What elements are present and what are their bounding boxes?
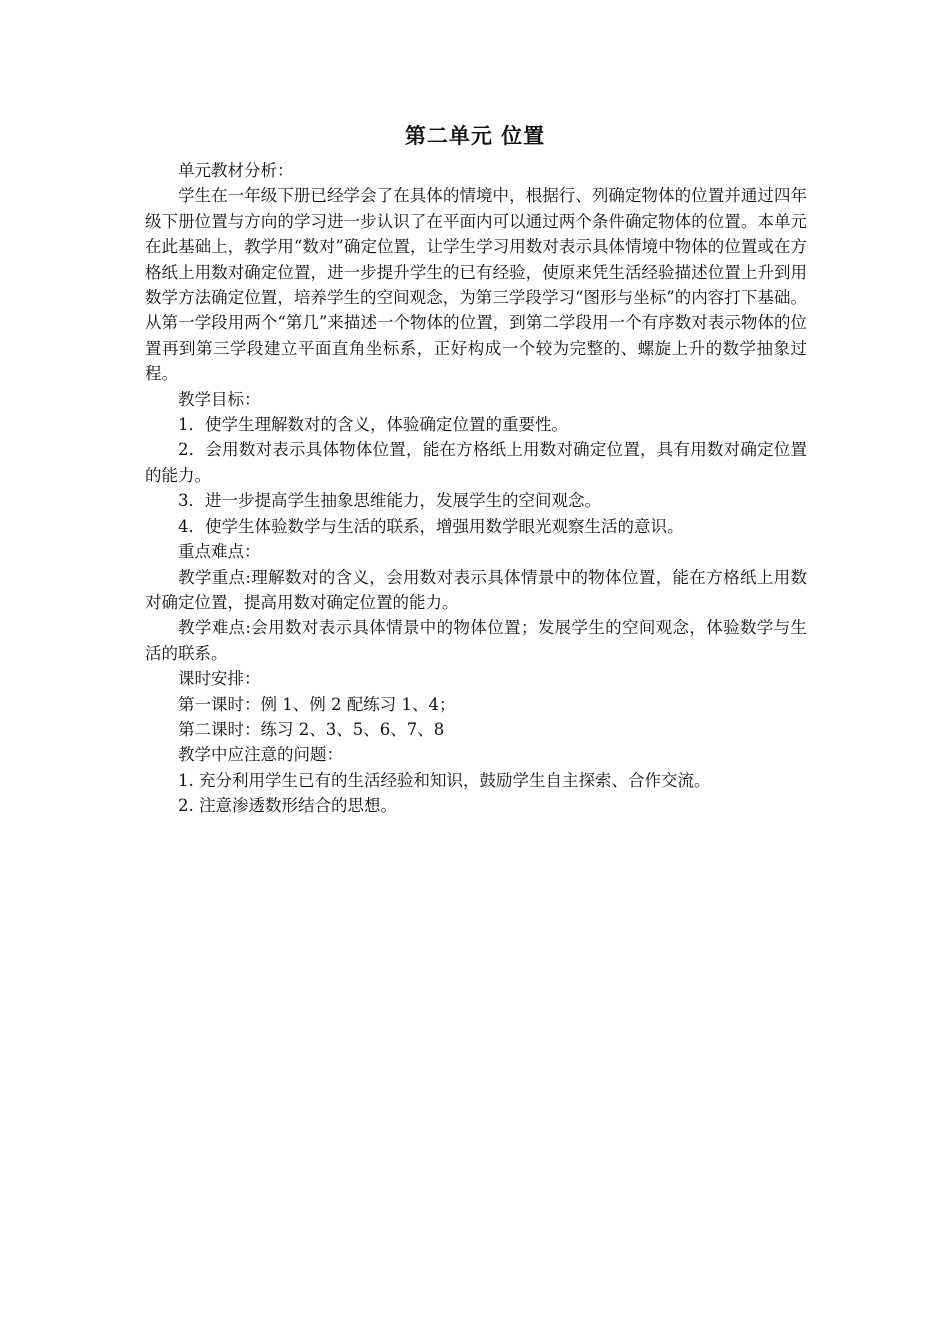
key-point-paragraph: 教学重点:理解数对的含义，会用数对表示具体情景中的物体位置，能在方格纸上用数对确定位置，提高用数对确定位置的能力。 bbox=[145, 567, 807, 612]
goal-item: 2．会用数对表示具体物体位置，能在方格纸上用数对确定位置，具有用数对确定位置的能力。 bbox=[145, 440, 807, 485]
goal-item: 4．使学生体验数学与生活的联系，增强用数学眼光观察生活的意识。 bbox=[178, 516, 684, 536]
schedule-heading: 课时安排： bbox=[178, 669, 261, 689]
analysis-paragraph: 学生在一年级下册已经学会了在具体的情境中，根据行、列确定物体的位置并通过四年级下册位置与方向的学习进一步认识了在平面内可以通过两个条件确定物体的位置。本单元在此基础上，教学用“数对”确定位置，让学生学习用数对表示具体情境中物体的位置或在方格纸上用数对确定位置，进一步提升学生的已有经验，使原来凭生活经验描述位置上升到用数学方法确定位置，培养学生的空间观念，为第三学段学习“图形与坐标”的内容打下基础。从第一学段用两个“第几”来描述一个物体的位置，到第二学段用一个有序数对表示物体的位置再到第三学段建立平面直角坐标系，正好构成一个较为完整的、螺旋上升的数学抽象过程。 bbox=[145, 186, 807, 384]
goals-heading: 教学目标： bbox=[178, 389, 261, 409]
schedule-item: 第二课时：练习 2、3、5、6、7、8 bbox=[178, 719, 445, 739]
note-item: 1. 充分利用学生已有的生活经验和知识，鼓励学生自主探索、合作交流。 bbox=[178, 770, 711, 790]
key-points-heading: 重点难点： bbox=[178, 542, 261, 562]
page-title: 第二单元 位置 bbox=[404, 124, 546, 148]
note-item: 2. 注意渗透数形结合的思想。 bbox=[178, 796, 397, 816]
analysis-heading: 单元教材分析： bbox=[178, 161, 294, 180]
document-body bbox=[145, 158, 807, 819]
goal-item: 1．使学生理解数对的含义，体验确定位置的重要性。 bbox=[178, 415, 568, 435]
notes-heading: 教学中应注意的问题： bbox=[178, 745, 343, 765]
goal-item: 3．进一步提高学生抽象思维能力，发展学生的空间观念。 bbox=[178, 491, 601, 511]
schedule-item: 第一课时：例 1、例 2 配练习 1、4； bbox=[178, 694, 456, 714]
difficult-point-paragraph: 教学难点:会用数对表示具体情景中的物体位置；发展学生的空间观念，体验数学与生活的联系。 bbox=[145, 618, 807, 663]
